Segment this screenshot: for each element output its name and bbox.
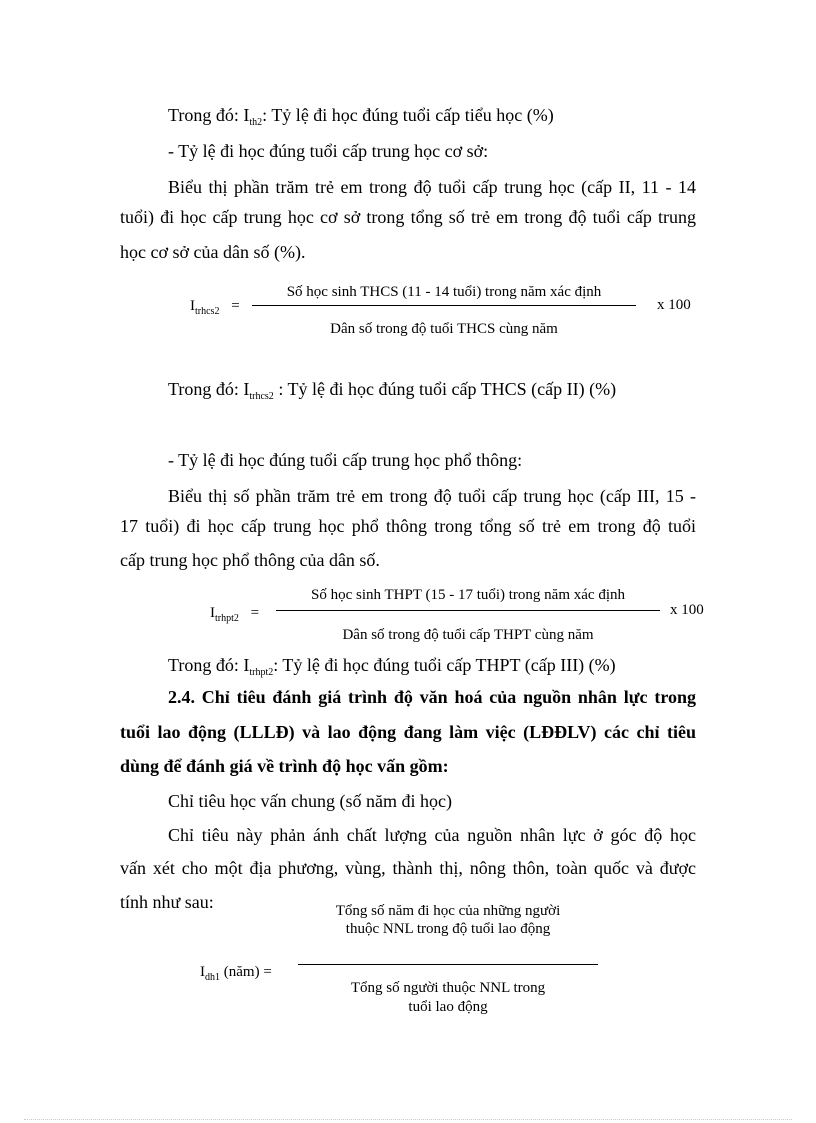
formula-thpt-fraction-bar [276, 610, 660, 611]
formula-lhs-subscript: trhcs2 [195, 306, 220, 317]
heading-thcs-rate: - Tỷ lệ đi học đúng tuổi cấp trung học cơ sở: [168, 141, 489, 161]
formula-dh1-denominator-line1: Tổng số người thuộc NNL trong [350, 980, 546, 996]
desc-thpt-line3: cấp trung học phổ thông của dân số. [120, 550, 380, 570]
section-2-4-heading-line3: dùng để đánh giá về trình độ học vấn gồm: [120, 756, 449, 776]
where-clause-th2 [168, 105, 554, 133]
formula-lhs-symbol: I [200, 964, 205, 980]
desc-education-line1: Chỉ tiêu này phản ánh chất lượng của nguồn nhân lực ở góc độ học [168, 825, 696, 845]
where-subscript: trhcs2 [249, 391, 274, 402]
formula-lhs-symbol: I [190, 298, 195, 314]
formula-equals: = [250, 605, 260, 621]
formula-thcs-lhs [190, 297, 240, 321]
formula-thpt-multiplier: x 100 [670, 602, 704, 618]
formula-thcs-numerator: Số học sinh THCS (11 - 14 tuổi) trong năm xác định [286, 284, 602, 300]
desc-thcs-line1: Biểu thị phần trăm trẻ em trong độ tuổi cấp trung học (cấp II, 11 - 14 [168, 177, 696, 197]
where-definition: : Tỷ lệ đi học đúng tuổi cấp tiểu học (%) [262, 105, 554, 125]
formula-dh1-lhs [200, 963, 272, 987]
where-definition: : Tỷ lệ đi học đúng tuổi cấp THCS (cấp II) (%) [273, 379, 617, 399]
section-2-4-heading-line1: 2.4. Chỉ tiêu đánh giá trình độ văn hoá của nguồn nhân lực trong [168, 687, 696, 707]
formula-lhs-subscript: dh1 [205, 972, 220, 983]
where-prefix: Trong đó: I [168, 379, 250, 399]
section-2-4-heading-line2: tuổi lao động (LLLĐ) và lao động đang làm việc (LĐĐLV) các chỉ tiêu [120, 722, 696, 742]
formula-lhs-symbol: I [210, 605, 215, 621]
desc-thpt-line1: Biểu thị số phần trăm trẻ em trong độ tuổi cấp trung học (cấp III, 15 - [168, 486, 696, 506]
where-clause-trhpt2 [168, 655, 616, 683]
formula-thcs-fraction-bar [252, 305, 636, 306]
where-clause-trhcs2 [168, 379, 616, 407]
formula-dh1-fraction-bar [298, 964, 598, 965]
formula-dh1-numerator-line1: Tổng số năm đi học của những người [335, 903, 561, 919]
formula-lhs-unit: (năm) = [220, 964, 272, 980]
desc-thpt-line2: 17 tuổi) đi học cấp trung học phổ thông trong tổng số trẻ em trong độ tuổi [120, 516, 696, 536]
where-prefix: Trong đó: I [168, 105, 250, 125]
desc-thcs-line3: học cơ sở của dân số (%). [120, 242, 306, 262]
where-subscript: trhpt2 [249, 667, 274, 678]
where-prefix: Trong đó: I [168, 655, 250, 675]
subheading-general-education: Chỉ tiêu học vấn chung (số năm đi học) [168, 791, 452, 811]
formula-equals: = [231, 298, 240, 314]
formula-thpt-lhs [210, 604, 259, 628]
desc-education-line3: tính như sau: [120, 892, 214, 912]
formula-dh1-numerator-line2: thuộc NNL trong độ tuổi lao động [345, 921, 551, 937]
formula-thcs-denominator: Dân số trong độ tuổi THCS cùng năm [330, 321, 558, 337]
desc-education-line2: vấn xét cho một địa phương, vùng, thành thị, nông thôn, toàn quốc và được [120, 858, 696, 878]
desc-thcs-line2: tuổi) đi học cấp trung học cơ sở trong tổng số trẻ em trong độ tuổi cấp trung [120, 207, 696, 227]
heading-thpt-rate: - Tỷ lệ đi học đúng tuổi cấp trung học phổ thông: [168, 450, 523, 470]
formula-thcs-multiplier: x 100 [657, 297, 691, 313]
page-bottom-rule [24, 1119, 792, 1120]
where-definition: : Tỷ lệ đi học đúng tuổi cấp THPT (cấp III) (%) [273, 655, 616, 675]
formula-thpt-denominator: Dân số trong độ tuổi cấp THPT cùng năm [342, 627, 594, 643]
formula-lhs-subscript: trhpt2 [215, 613, 239, 624]
formula-dh1-denominator-line2: tuổi lao động [408, 999, 488, 1015]
formula-thpt-numerator: Số học sinh THPT (15 - 17 tuổi) trong năm xác định [310, 587, 625, 603]
where-subscript: th2 [249, 117, 263, 128]
